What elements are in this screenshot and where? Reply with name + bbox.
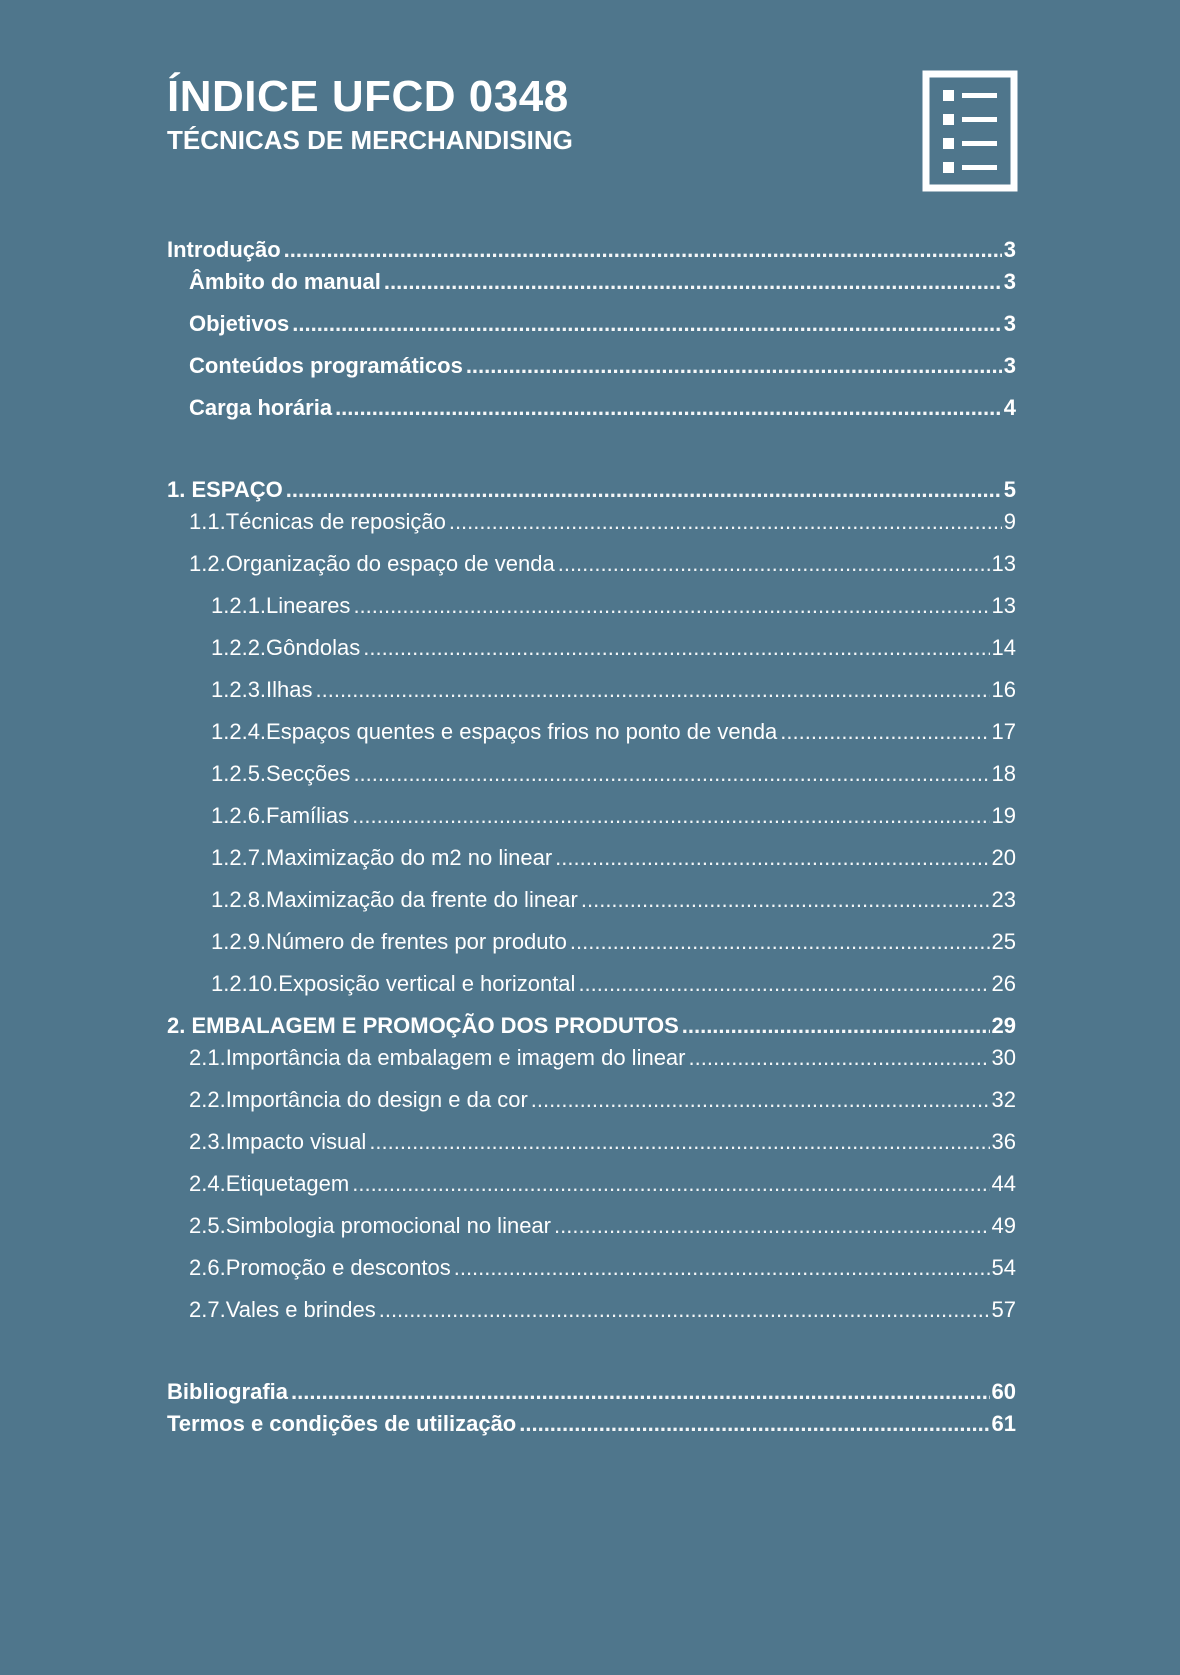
toc-entry-label: 1. ESPAÇO xyxy=(167,477,283,502)
toc-entry[interactable] xyxy=(189,267,1016,297)
toc-entry[interactable] xyxy=(189,549,1016,579)
toc-entry-page: 17 xyxy=(991,719,1016,744)
toc-entry-label: 1.2.7.Maximização do m2 no linear xyxy=(211,845,553,870)
toc-entry-page: 18 xyxy=(991,761,1016,786)
toc-entry-page: 3 xyxy=(1003,237,1016,262)
toc-entry-page: 49 xyxy=(991,1213,1016,1238)
toc-entry[interactable] xyxy=(167,235,1016,265)
toc-entry-label: 1.2.6.Famílias xyxy=(211,803,350,828)
toc-entry-page: 19 xyxy=(991,803,1016,828)
toc-leader-dots xyxy=(335,393,1002,423)
toc-entry-label: 1.2.5.Secções xyxy=(211,761,351,786)
toc-entry-page: 57 xyxy=(991,1297,1016,1322)
toc-entry[interactable] xyxy=(189,1127,1016,1157)
toc-entry-page: 60 xyxy=(991,1379,1016,1404)
toc-leader-dots xyxy=(292,309,1002,339)
toc-entry[interactable] xyxy=(189,393,1016,423)
toc-leader-dots xyxy=(454,1253,990,1283)
toc-entry-page: 36 xyxy=(991,1129,1016,1154)
toc-entry[interactable] xyxy=(167,1011,1016,1041)
page-subtitle: TÉCNICAS DE MERCHANDISING xyxy=(167,125,573,155)
toc-entry-label: Carga horária xyxy=(189,395,333,420)
toc-entry[interactable] xyxy=(167,1409,1016,1439)
toc-entry-page: 14 xyxy=(991,635,1016,660)
toc-entry[interactable] xyxy=(189,1043,1016,1073)
toc-leader-dots xyxy=(291,1377,990,1407)
toc-entry-label: 1.2.3.Ilhas xyxy=(211,677,313,702)
toc-entry[interactable] xyxy=(211,885,1016,915)
toc-entry-page: 4 xyxy=(1003,395,1016,420)
toc-entry-label: 2.5.Simbologia promocional no linear xyxy=(189,1213,551,1238)
toc-entry[interactable] xyxy=(189,1169,1016,1199)
toc-entry[interactable] xyxy=(211,843,1016,873)
toc-leader-dots xyxy=(554,1211,990,1241)
toc-entry-page: 30 xyxy=(991,1045,1016,1070)
toc-entry-page: 13 xyxy=(991,593,1016,618)
toc-entry-label: 2.1.Importância da embalagem e imagem do linear xyxy=(189,1045,686,1070)
toc-entry-label: 1.2.9.Número de frentes por produto xyxy=(211,929,567,954)
toc-entry-label: Introdução xyxy=(167,237,281,262)
toc-entry[interactable] xyxy=(211,591,1016,621)
toc-entry[interactable] xyxy=(211,675,1016,705)
toc-entry[interactable] xyxy=(189,1085,1016,1115)
toc-entry-label: 1.2.8.Maximização da frente do linear xyxy=(211,887,578,912)
toc-leader-dots xyxy=(286,475,1002,505)
toc-entry-label: 2.2.Importância do design e da cor xyxy=(189,1087,528,1112)
toc-entry-label: 2.6.Promoção e descontos xyxy=(189,1255,451,1280)
toc-leader-dots xyxy=(780,717,989,747)
toc-entry-label: 1.2.10.Exposição vertical e horizontal xyxy=(211,971,576,996)
toc-entry-label: Objetivos xyxy=(189,311,290,336)
toc-entry[interactable] xyxy=(189,507,1016,537)
toc-leader-dots xyxy=(578,969,989,999)
toc-leader-dots xyxy=(466,351,1002,381)
toc-entry-page: 32 xyxy=(991,1087,1016,1112)
toc-entry-label: Conteúdos programáticos xyxy=(189,353,463,378)
toc-entry[interactable] xyxy=(211,633,1016,663)
toc-leader-dots xyxy=(384,267,1002,297)
toc-entry-page: 26 xyxy=(991,971,1016,996)
toc-entry[interactable] xyxy=(211,801,1016,831)
toc-entry-page: 54 xyxy=(991,1255,1016,1280)
toc-leader-dots xyxy=(689,1043,990,1073)
toc-entry-label: Âmbito do manual xyxy=(189,269,381,294)
toc-entry-label: 1.2.Organização do espaço de venda xyxy=(189,551,555,576)
toc-entry[interactable] xyxy=(211,927,1016,957)
toc-leader-dots xyxy=(570,927,990,957)
toc-leader-dots xyxy=(353,591,989,621)
toc-leader-dots xyxy=(369,1127,989,1157)
toc-entry-label: 1.2.4.Espaços quentes e espaços frios no ponto de venda xyxy=(211,719,778,744)
toc-leader-dots xyxy=(379,1295,990,1325)
toc-entry-page: 13 xyxy=(991,551,1016,576)
toc-leader-dots xyxy=(316,675,990,705)
toc-entry-page: 3 xyxy=(1003,311,1016,336)
toc-entry-label: 1.1.Técnicas de reposição xyxy=(189,509,446,534)
toc-entry-page: 9 xyxy=(1003,509,1016,534)
toc-entry-page: 3 xyxy=(1003,269,1016,294)
toc-leader-dots xyxy=(682,1011,990,1041)
toc-leader-dots xyxy=(449,507,1002,537)
toc-entry-page: 25 xyxy=(991,929,1016,954)
toc-leader-dots xyxy=(363,633,989,663)
toc-leader-dots xyxy=(581,885,990,915)
toc-leader-dots xyxy=(352,801,989,831)
toc-entry-label: Bibliografia xyxy=(167,1379,289,1404)
toc-entry[interactable] xyxy=(189,351,1016,381)
toc-entry-page: 20 xyxy=(991,845,1016,870)
toc-leader-dots xyxy=(352,1169,989,1199)
toc-entry[interactable] xyxy=(189,309,1016,339)
toc-entry-label: 1.2.2.Gôndolas xyxy=(211,635,361,660)
toc-entry[interactable] xyxy=(211,717,1016,747)
toc-entry[interactable] xyxy=(167,475,1016,505)
toc-entry-label: 2.4.Etiquetagem xyxy=(189,1171,350,1196)
toc-leader-dots xyxy=(558,549,990,579)
toc-entry-label: 1.2.1.Lineares xyxy=(211,593,351,618)
toc-leader-dots xyxy=(519,1409,989,1439)
toc-entry[interactable] xyxy=(189,1211,1016,1241)
toc-entry-page: 44 xyxy=(991,1171,1016,1196)
toc-leader-dots xyxy=(531,1085,990,1115)
toc-leader-dots xyxy=(353,759,989,789)
toc-entry-page: 3 xyxy=(1003,353,1016,378)
toc-entry[interactable] xyxy=(189,1253,1016,1283)
toc-entry-page: 23 xyxy=(991,887,1016,912)
toc-leader-dots xyxy=(555,843,989,873)
toc-entry-page: 61 xyxy=(991,1411,1016,1436)
toc-entry-page: 16 xyxy=(991,677,1016,702)
toc-entry-label: 2.7.Vales e brindes xyxy=(189,1297,376,1322)
toc-leader-dots xyxy=(284,235,1002,265)
toc-entry[interactable] xyxy=(167,1377,1016,1407)
toc-entry[interactable] xyxy=(189,1295,1016,1325)
toc-entry-page: 5 xyxy=(1003,477,1016,502)
toc-entry-label: 2. EMBALAGEM E PROMOÇÃO DOS PRODUTOS xyxy=(167,1013,679,1038)
toc-entry-label: 2.3.Impacto visual xyxy=(189,1129,367,1154)
toc-entry-label: Termos e condições de utilização xyxy=(167,1411,517,1436)
toc-entry[interactable] xyxy=(211,969,1016,999)
toc-entry[interactable] xyxy=(211,759,1016,789)
page-title: ÍNDICE UFCD 0348 xyxy=(167,72,569,121)
toc-entry-page: 29 xyxy=(991,1013,1016,1038)
